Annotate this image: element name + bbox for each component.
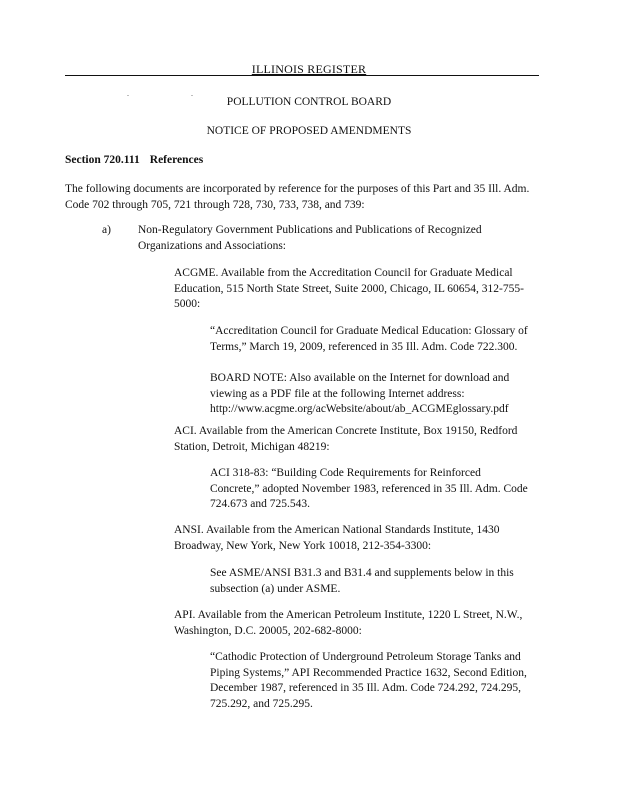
api-document: “Cathodic Protection of Underground Petroleum Storage Tanks and Piping Systems,” API Recommended Practice 1632, Second Edition, December 1987, referenced in 35 Ill. Adm. Code 724.292, 724.295, 725.292, and 725.295. — [210, 651, 527, 710]
stray-marks: . . — [127, 89, 223, 98]
aci-entry: ACI. Available from the American Concrete Institute, Box 19150, Redford Station, Detroit, Michigan 48219: — [174, 425, 518, 453]
header-rule — [65, 75, 539, 76]
subsection-marker: a) — [102, 224, 111, 236]
acgme-document: “Accreditation Council for Graduate Medical Education: Glossary of Terms,” March 19, 2009, referenced in 35 Ill. Adm. Code 722.300. — [210, 325, 528, 353]
ansi-entry: ANSI. Available from the American National Standards Institute, 1430 Broadway, New York, New York 10018, 212-354-3300: — [174, 524, 500, 552]
acgme-board-note: BOARD NOTE: Also available on the Internet for download and viewing as a PDF file at the following Internet address: http://www.acgme.org/acWebsite/about/ab_ACGMEglossary.pdf — [210, 372, 510, 415]
ansi-document: See ASME/ANSI B31.3 and B31.4 and supplements below in this subsection (a) under ASME. — [210, 567, 514, 595]
subsection-a-text: Non-Regulatory Government Publications and Publications of Recognized Organizations and Associations: — [138, 224, 482, 252]
section-number: Section 720.111 — [65, 154, 140, 166]
notice-title: NOTICE OF PROPOSED AMENDMENTS — [206, 125, 412, 137]
section-heading — [65, 153, 203, 169]
api-entry: API. Available from the American Petroleum Institute, 1220 L Street, N.W., Washington, D.C. 20005, 202-682-8000: — [174, 609, 523, 637]
acgme-entry: ACGME. Available from the Accreditation Council for Graduate Medical Education, 515 North State Street, Suite 2000, Chicago, IL 60654, 312-755-5000: — [174, 267, 524, 310]
board-title: POLLUTION CONTROL BOARD — [226, 96, 392, 108]
aci-document: ACI 318-83: “Building Code Requirements for Reinforced Concrete,” adopted November 1983, referenced in 35 Ill. Adm. Code 724.673 and 725.543. — [210, 467, 528, 510]
intro-paragraph: The following documents are incorporated by reference for the purposes of this Part and 35 Ill. Adm. Code 702 through 705, 721 through 728, 730, 733, 738, and 739: — [65, 183, 530, 211]
section-title: References — [149, 154, 204, 166]
register-title: ILLINOIS REGISTER — [251, 62, 367, 76]
